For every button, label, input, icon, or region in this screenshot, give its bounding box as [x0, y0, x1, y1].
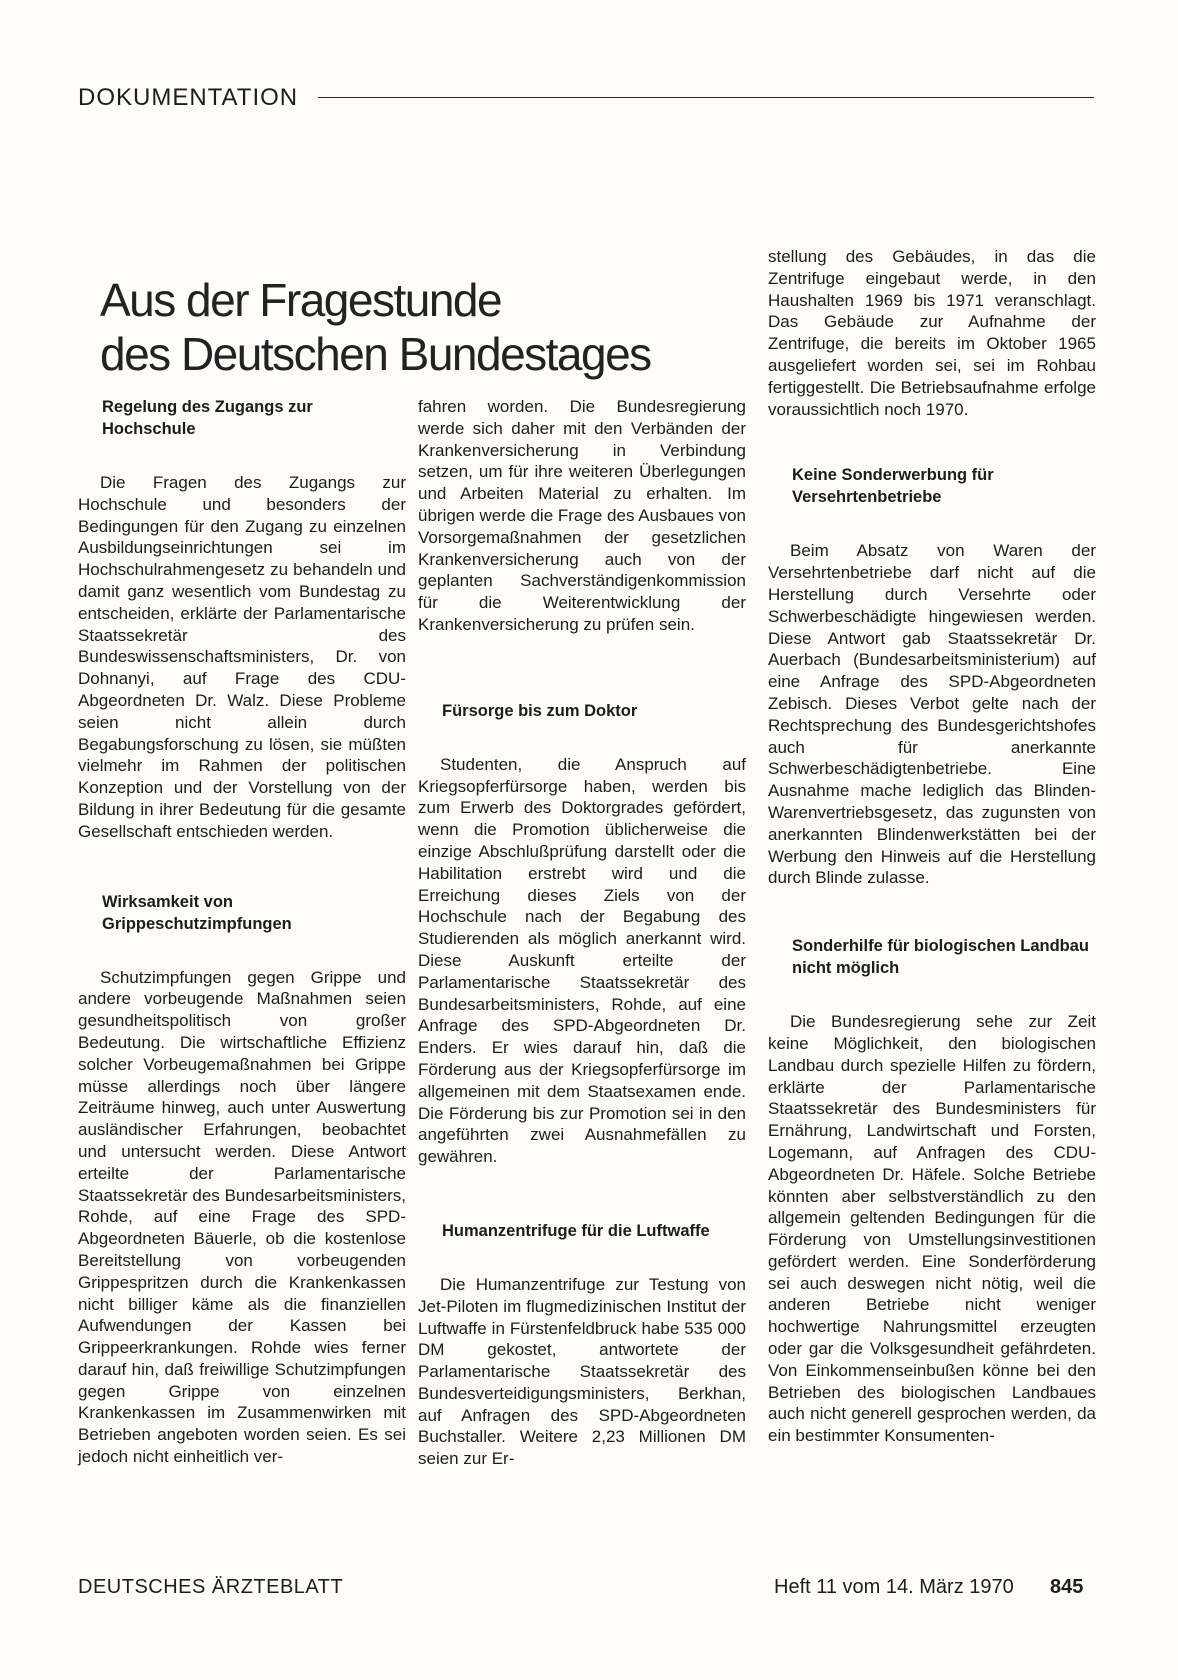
- article-title-line-2: des Deutschen Bundestages: [100, 327, 651, 380]
- column-2: [418, 396, 746, 1470]
- footer-issue: Heft 11 vom 14. März 1970: [774, 1576, 1014, 1598]
- footer-journal: DEUTSCHES ÄRZTEBLATT: [78, 1576, 344, 1598]
- section-spacer: [418, 636, 746, 700]
- section-body: Beim Absatz von Waren der Versehrtenbetriebe darf nicht auf die Herstellung durch Versehrte oder Schwerbeschädigte hingewiesen werden. Diese Antwort gab Staatssekretär Dr. Auerbach (Bundesarbeitsministerium) auf eine Anfrage des SPD-Abgeordneten Zebisch. Dieses Verbot gelte nach der Rechtsprechung des Bundesgerichtshofes auch für anerkannte Schwerbeschädigtenbetriebe. Eine Ausnahme mache lediglich das Blinden-Warenvertriebsgesetz, das zugunsten von anerkannten Blindenwerkstätten bei der Werbung den Hinweis auf die Herstellung durch Blinde zulasse.: [768, 541, 1096, 888]
- section-label: DOKUMENTATION: [78, 84, 299, 111]
- section-spacer: [418, 1168, 746, 1220]
- section-heading: Keine Sonderwerbung für Versehrtenbetriebe: [792, 466, 994, 507]
- article-title: [100, 273, 720, 381]
- article-title-line-1: Aus der Fragestunde: [100, 273, 502, 326]
- section-body: Die Bundesregierung sehe zur Zeit keine Möglichkeit, den biologischen Landbau durch spezielle Hilfen zu fördern, erklärte der Parlamentarische Staatssekretär des Bundesministers für Ernährung, Landwirtschaft und Forsten, Logemann, auf Anfragen des CDU-Abgeordneten Dr. Häfele. Solche Betriebe könnten aber selbstverständlich zu den allgemein geltenden Bedingungen für die Förderung von Umstellungsinvestitionen gefördert werden. Eine Sonderförderung sei auch deswegen nicht nötig, weil die anderen Betriebe nicht weniger hochwertige Nahrungsmittel erzeugten oder gar die Volksgesundheit gefährdeten. Von Einkommenseinbußen könne bei den Betrieben des biologischen Landbaues auch nicht generell gesprochen werden, da ein bestimmter Konsumenten-: [768, 1012, 1096, 1446]
- section-body-continued: stellung des Gebäudes, in das die Zentrifuge eingebaut werde, in den Haushalten 1969 bis 1971 veranschlagt. Das Gebäude zur Aufnahme der Zentrifuge, die bereits im Oktober 1965 ausgeliefert worden sei, sei im Rohbau fertiggestellt. Die Betriebsaufnahme erfolge voraussichtlich noch 1970.: [768, 247, 1096, 419]
- section-heading: Sonderhilfe für biologischen Landbau nicht möglich: [792, 937, 1090, 978]
- section-body: Die Fragen des Zugangs zur Hochschule und besonders der Bedingungen für den Zugang zu einzelnen Ausbildungseinrichtungen sei im Hochschulrahmengesetz zu behandeln und damit ganz wesentlich vom Bundestag zu entscheiden, erklärte der Parlamentarische Staatssekretär des Bundeswissenschaftsministers, Dr. von Dohnanyi, auf Frage des CDU-Abgeordneten Dr. Walz. Diese Probleme seien nicht allein durch Begabungsforschung zu lösen, sie müßten vielmehr im Rahmen der politischen Konzeption und der Vorstellung von der Bildung in ihrer Bedeutung für die gesamte Gesellschaft entschieden werden.: [78, 473, 406, 841]
- section-body: Die Humanzentrifuge zur Testung von Jet-Piloten im flugmedizinischen Institut der Luftwaffe in Fürstenfeldbruck habe 535 000 DM gekostet, antwortete der Parlamentarische Staatssekretär des Bundesverteidigungsministers, Berkhan, auf Anfragen des SPD-Abgeordneten Buchstaller. Weitere 2,23 Millionen DM seien zur Er-: [418, 1274, 746, 1469]
- section-heading: Regelung des Zugangs zur Hochschule: [102, 398, 313, 438]
- section-body: Schutzimpfungen gegen Grippe und andere vorbeugende Maßnahmen seien gesundheitspolitisch von großer Bedeutung. Die wirtschaftliche Effizienz solcher Vorbeugemaßnahmen bei Grippe müsse allerdings noch über längere Zeiträume hinweg, auch unter Auswertung ausländischer Erfahrungen, beobachtet und untersucht werden. Diese Antwort erteilte der Parlamentarische Staatssekretär des Bundesarbeitsministers, Rohde, auf eine Frage des SPD-Abgeordneten Bäuerle, ob die kostenlose Bereitstellung von vorbeugenden Grippespritzen durch die Krankenkassen nicht billiger käme als die finanziellen Aufwendungen der Kassen bei Grippeerkrankungen. Rohde wies ferner darauf hin, daß freiwillige Schutzimpfungen gegen Grippe von einzelnen Krankenkassen im Zusammenwirken mit Betrieben angeboten worden seien. Es sei jedoch nicht einheitlich ver-: [78, 967, 406, 1467]
- section-heading: Humanzentrifuge für die Luftwaffe: [442, 1221, 710, 1240]
- column-3: [768, 246, 1096, 1447]
- section-spacer: [78, 843, 406, 891]
- section-heading: Wirksamkeit von Grippeschutzimpfungen: [102, 892, 292, 933]
- section-heading: Fürsorge bis zum Doktor: [442, 701, 638, 720]
- section-spacer: [768, 889, 1096, 935]
- section-rule: [318, 97, 1094, 98]
- section-spacer: [768, 420, 1096, 464]
- section-body-continued: fahren worden. Die Bundesregierung werde sich daher mit den Verbänden der Krankenversicherung in Verbindung setzen, um für ihre weiteren Überlegungen und Arbeiten Material zu erhalten. Im übrigen werde die Frage des Ausbaues von Vorsorgemaßnahmen der gesetzlichen Krankenversicherung auch von der geplanten Sachverständigenkommission für die Weiterentwicklung der Krankenversicherung zu prüfen sein.: [418, 397, 746, 634]
- column-1: [78, 396, 406, 1468]
- section-body: Studenten, die Anspruch auf Kriegsopferfürsorge haben, werden bis zum Erwerb des Doktorgrades gefördert, wenn die Promotion üblicherweise die einzige Abschlußprüfung darstellt oder die Habilitation erstrebt wird und die Erreichung dieses Ziels von der Hochschule nach der Begabung des Studierenden als möglich anerkannt wird. Diese Auskunft erteilte der Parlamentarische Staatssekretär des Bundesarbeitsministers, Rohde, auf eine Anfrage des SPD-Abgeordneten Dr. Enders. Er wies darauf hin, daß die Förderung aus der Kriegsopferfürsorge im allgemeinen mit dem Staatsexamen ende. Die Förderung bis zur Promotion sei in den angeführten zwei Ausnahmefällen zu gewähren.: [418, 754, 746, 1167]
- page-number: 845: [1050, 1576, 1084, 1598]
